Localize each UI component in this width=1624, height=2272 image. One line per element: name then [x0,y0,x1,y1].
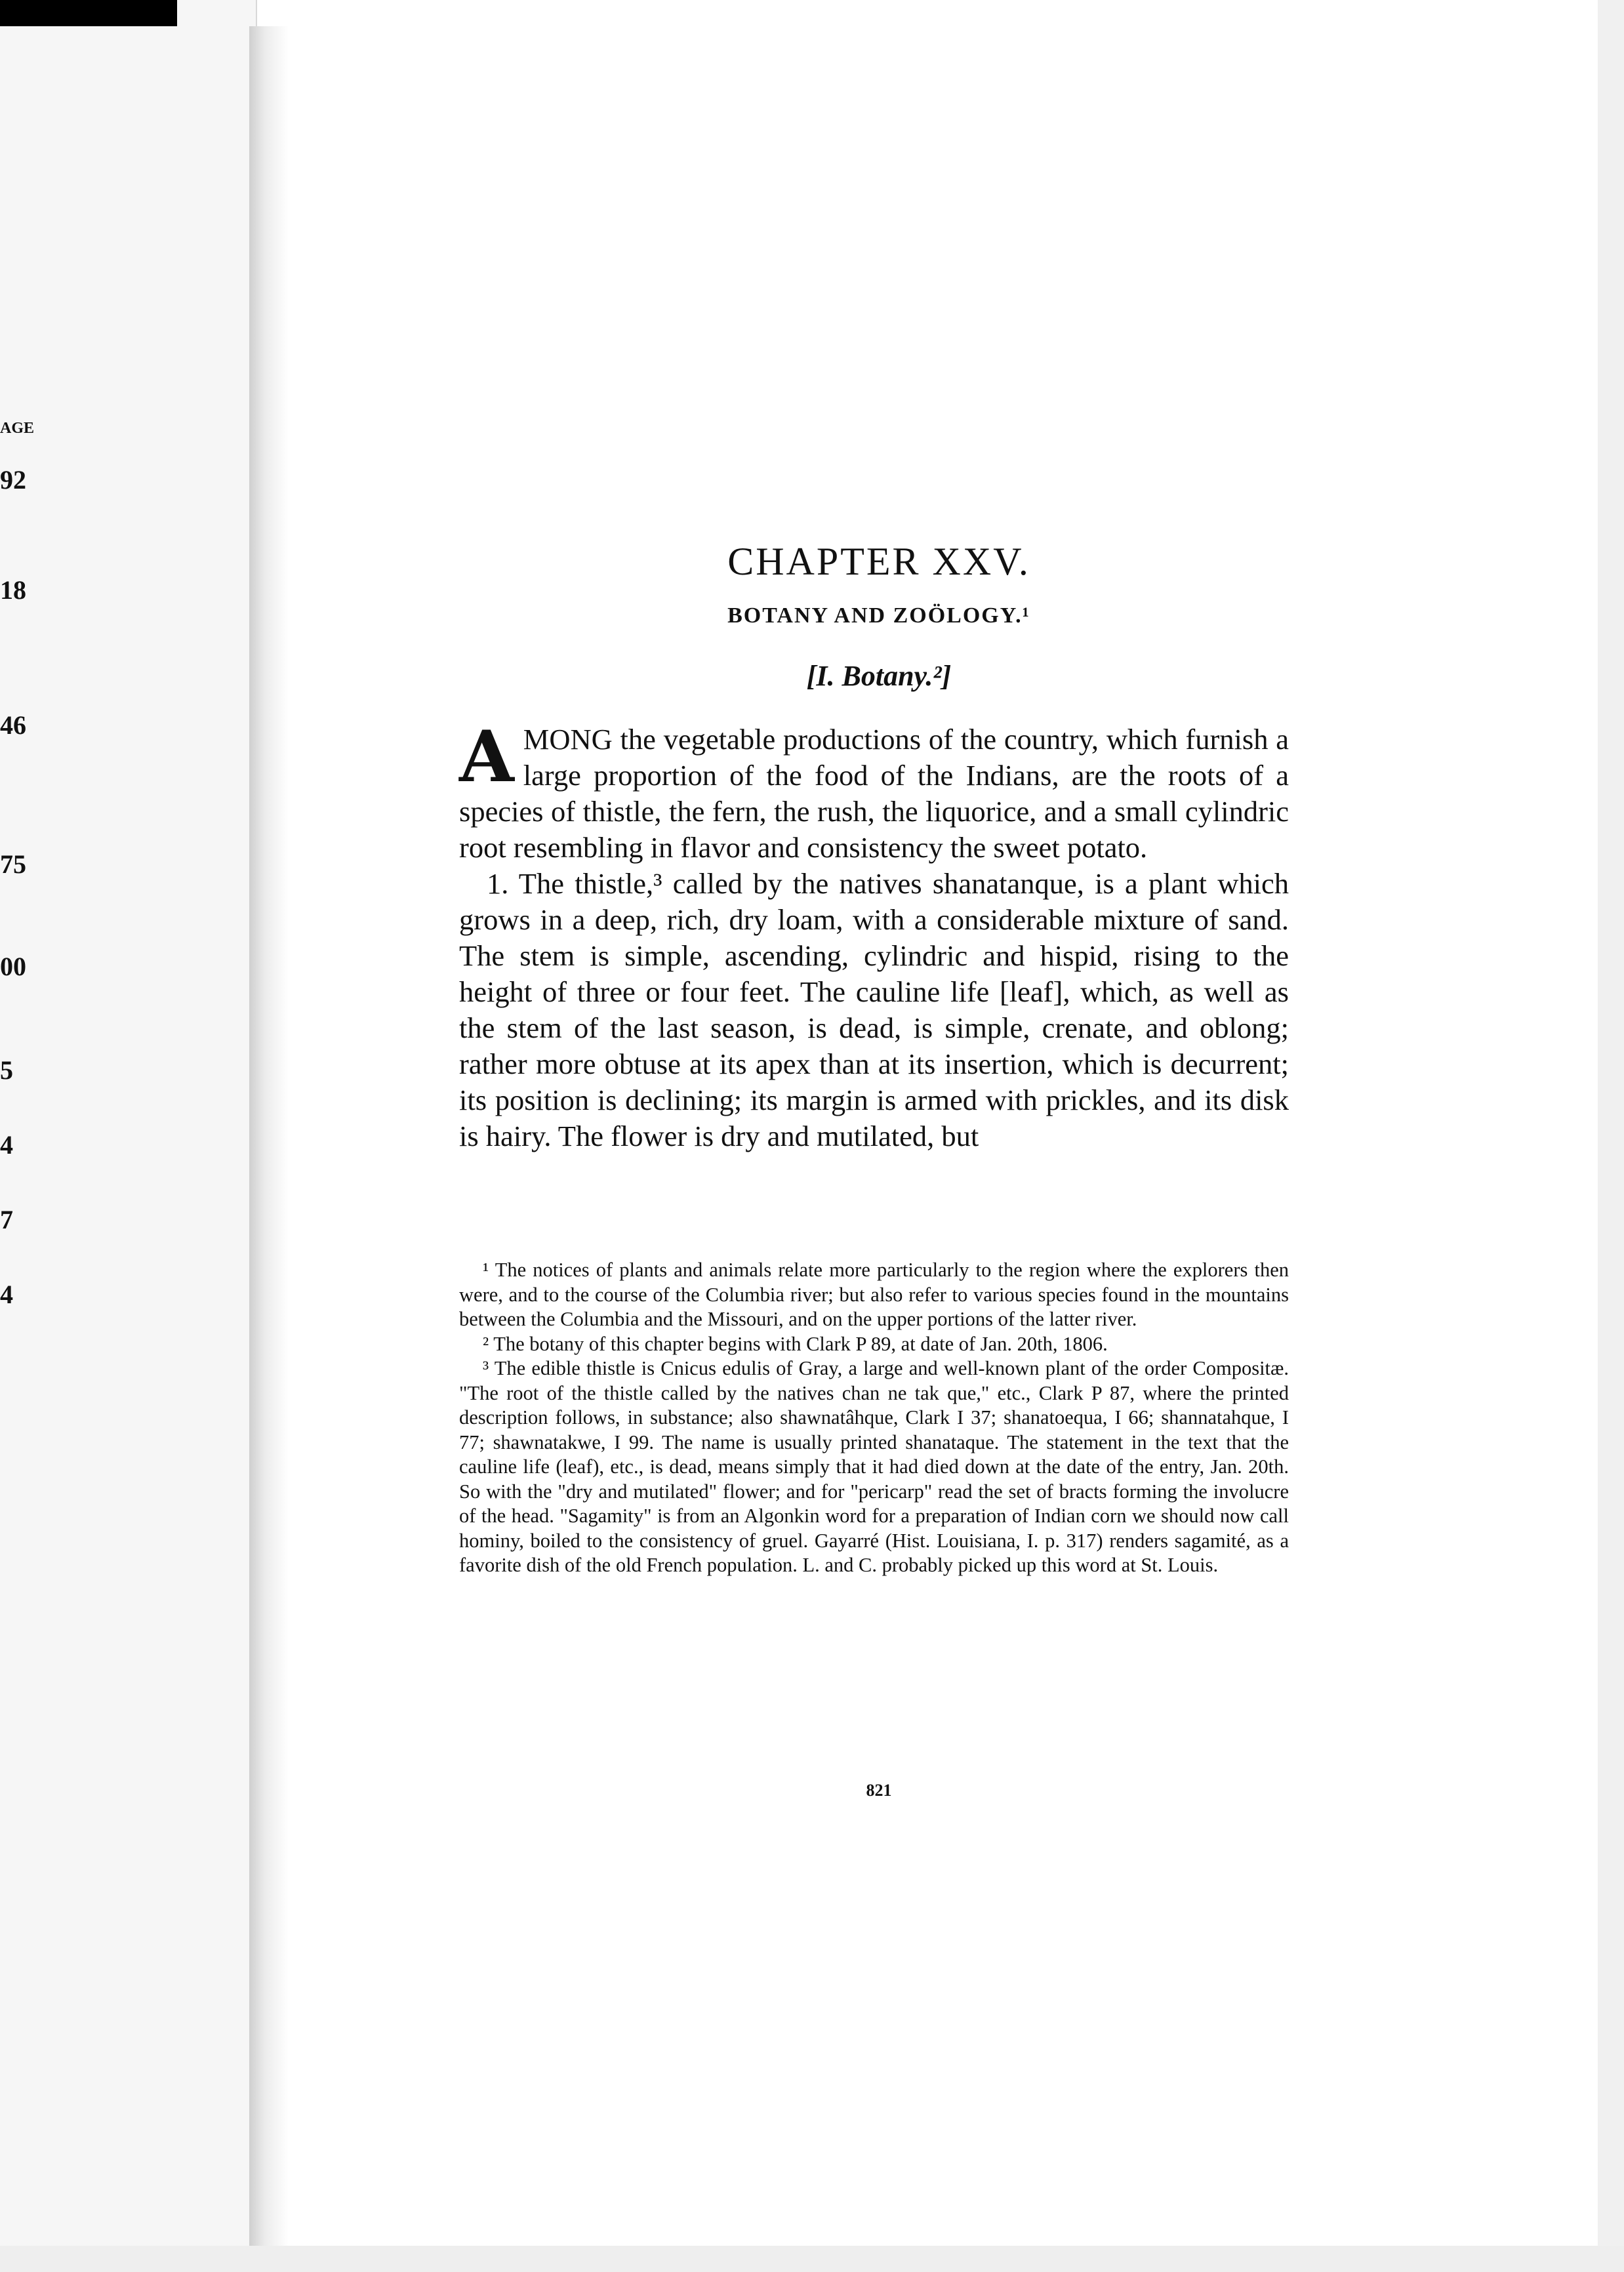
footnote: ³ The edible thistle is Cnicus edulis of Gray, a large and well-known plant of the order Compositæ. "The root of the thistle called by the natives chan ne tak que," etc., Clark P 87, where the printed description follows, in substance; also shawnatâhque, Clark I 37; shanatoequa, I 66; shannatahque, I 77; shawnatakwe, I 99. The name is usually printed shanataque. The statement in the text that the cauline life (leaf), etc., is dead, means simply that it had died down at the date of the entry, Jan. 20th. So with the "dry and mutilated" flower; and for "pericarp" read the set of bracts forming the involucre of the head. "Sagamity" is from an Algonkin word for a preparation of Indian corn we should now call hominy, boiled to the consistency of gruel. Gayarré (Hist. Louisiana, I. p. 317) renders sagamité, as a favorite dish of the old French population. L. and C. probably picked up this word at St. Louis. [459,1357,1289,1576]
facing-page-number: 92 [0,465,26,495]
facing-page-number: 00 [0,952,26,981]
page-bottom-edge [0,2246,1624,2272]
chapter-title: CHAPTER XXV. [727,540,1030,583]
body-text [459,716,1289,1154]
drop-cap: A [459,716,514,798]
paragraph [459,716,1289,866]
footnote: ¹ The notices of plants and animals relate more particularly to the region where the explorers then were, and to the course of the Columbia river; but also refer to various species found in the mountains between the Columbia and the Missouri, and on the upper portions of the latter river. [459,1259,1289,1330]
page-gutter [249,26,289,2272]
paragraph: 1. The thistle,³ called by the natives shanatanque, is a plant which grows in a deep, rich, dry loam, with a considerable mixture of sand. The stem is simple, ascending, cylindric and hispid, rising to the height of three or four feet. The cauline life [leaf], which, as well as the stem of the last season, is dead, is simple, crenate, and oblong; rather more obtuse at its apex than at its insertion, which is decurrent; its position is declining; its margin is armed with prickles, and its disk is hairy. The flower is dry and mutilated, but [459,867,1289,1152]
facing-page-number: 4 [0,1280,13,1309]
binding-tab [0,0,177,26]
section-heading: [I. Botany.²] [806,660,952,692]
facing-page-header: AGE [0,420,35,437]
chapter-subtitle: BOTANY AND ZOÖLOGY.¹ [727,603,1030,628]
facing-page-number: 46 [0,710,26,740]
facing-page-number: 4 [0,1130,13,1160]
facing-page-number: 5 [0,1055,13,1085]
footnotes [459,1258,1289,1578]
facing-page-edge [0,0,257,2272]
facing-page-number: 18 [0,575,26,605]
page-number: 821 [866,1781,892,1800]
facing-page-number: 7 [0,1205,13,1234]
page-right-edge [1598,0,1624,2272]
paragraph-text: MONG the vegetable productions of the country, which furnish a large proportion of the food of the Indians, are the roots of a species of thistle, the fern, the rush, the liquorice, and a small cylindric root resembling in flavor and consistency the sweet potato. [459,723,1289,864]
footnote: ² The botany of this chapter begins with Clark P 89, at date of Jan. 20th, 1806. [483,1332,1108,1355]
facing-page-number: 75 [0,849,26,879]
